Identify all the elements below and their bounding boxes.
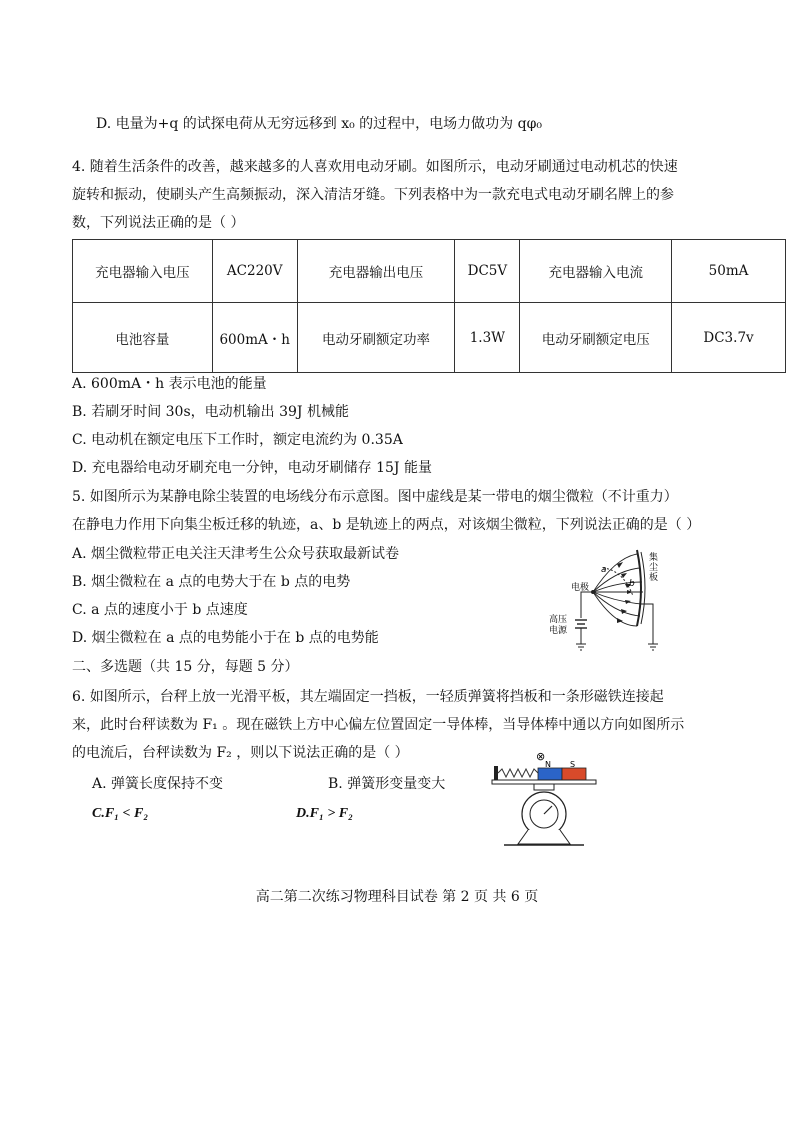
hv-label-2: 电源 xyxy=(549,626,568,636)
q5-option-a: A. 烟尘微粒带正电关注天津考生公众号获取最新试卷 xyxy=(72,546,400,562)
q4-option-c: C. 电动机在额定电压下工作时，额定电流约为 0.35A xyxy=(72,432,403,448)
q5-option-c: C. a 点的速度小于 b 点速度 xyxy=(72,602,248,618)
spring xyxy=(498,769,538,777)
prev-question-option-d: D. 电量为+q 的试探电荷从无穷远移到 x₀ 的过程中，电场力做功为 qφ₀ xyxy=(96,116,543,132)
q5-stem-line-2: 在静电力作用下向集尘板迁移的轨迹，a、b 是轨迹上的两点，对该烟尘微粒，下列说法正确的是（ ） xyxy=(72,517,701,533)
section-heading: 二、多选题（共 15 分，每题 5 分） xyxy=(72,659,299,675)
table-cell: 充电器输出电压 xyxy=(297,240,455,303)
magnet-s-pole xyxy=(562,768,586,780)
table-cell: 充电器输入电压 xyxy=(73,240,213,303)
q6-stem-line-1: 6. 如图所示，台秤上放一光滑平板，其左端固定一挡板，一轻质弹簧将挡板和一条形磁铁连接起 xyxy=(72,689,664,705)
hv-label-1: 高压 xyxy=(549,615,568,625)
point-a-label: a xyxy=(601,565,607,575)
stop-block xyxy=(494,766,498,780)
q6-option-d: D.F₁ > F₂ xyxy=(296,806,354,821)
q4-option-b: B. 若刷牙时间 30s，电动机输出 39J 机械能 xyxy=(72,404,349,420)
spec-table xyxy=(72,239,786,373)
q6-stem-line-3: 的电流后，台秤读数为 F₂ ，则以下说法正确的是（ ） xyxy=(72,745,409,761)
collector-label: 集尘板 xyxy=(649,553,659,583)
q6-option-b: B. 弹簧形变量变大 xyxy=(328,776,446,792)
q5-stem-line-1: 5. 如图所示为某静电除尘装置的电场线分布示意图。图中虚线是某一带电的烟尘微粒（不计重力） xyxy=(72,489,678,505)
scale-neck xyxy=(534,784,554,790)
page-footer: 高二第二次练习物理科目试卷 第 2 页 共 6 页 xyxy=(255,889,539,905)
hv-source-symbol xyxy=(575,620,587,628)
n-pole-label: N xyxy=(545,760,551,769)
ground-symbols xyxy=(576,644,658,650)
q6-option-c: C.F₁ < F₂ xyxy=(92,806,149,821)
table-cell: 充电器输入电流 xyxy=(520,240,672,303)
table-cell: 600mA・h xyxy=(212,303,297,373)
q5-option-b: B. 烟尘微粒在 a 点的电势大于在 b 点的电势 xyxy=(72,574,351,590)
electrode-label: 电极 xyxy=(571,583,590,593)
table-cell: 电动牙刷额定电压 xyxy=(520,303,672,373)
magnet-n-pole xyxy=(538,768,562,780)
table-cell: 1.3W xyxy=(455,303,520,373)
q4-stem-line-3: 数，下列说法正确的是（ ） xyxy=(72,215,245,231)
smooth-plate xyxy=(492,780,596,784)
table-cell: AC220V xyxy=(212,240,297,303)
table-cell: 电动牙刷额定功率 xyxy=(297,303,455,373)
collector-plate xyxy=(637,550,641,626)
table-cell: 50mA xyxy=(672,240,786,303)
precipitator-diagram xyxy=(545,548,665,652)
point-b-label: b xyxy=(629,579,635,589)
q4-stem-line-2: 旋转和振动，使刷头产生高频振动，深入清洁牙缝。下列表格中为一款充电式电动牙刷名牌上的参 xyxy=(72,187,674,203)
table-cell: DC3.7v xyxy=(672,303,786,373)
q6-stem-line-2: 来，此时台秤读数为 F₁ 。现在磁铁上方中心偏左位置固定一导体棒，当导体棒中通以方向如图所示 xyxy=(72,717,685,733)
q5-option-d: D. 烟尘微粒在 a 点的电势能小于在 b 点的电势能 xyxy=(72,630,379,646)
q4-option-d: D. 充电器给电动牙刷充电一分钟，电动牙刷储存 15J 能量 xyxy=(72,460,432,476)
table-row xyxy=(73,303,786,373)
scale-base xyxy=(518,830,570,844)
q4-stem-line-1: 4. 随着生活条件的改善，越来越多的人喜欢用电动牙刷。如图所示，电动牙刷通过电动机芯的快速 xyxy=(72,159,678,175)
s-pole-label: S xyxy=(570,760,576,769)
table-cell: 电池容量 xyxy=(73,303,213,373)
scale-magnet-diagram xyxy=(484,748,604,850)
q4-option-a: A. 600mA・h 表示电池的能量 xyxy=(72,376,267,392)
q6-option-a: A. 弹簧长度保持不变 xyxy=(92,776,224,792)
table-row xyxy=(73,240,786,303)
table-cell: DC5V xyxy=(455,240,520,303)
current-into-page-icon: ⊗ xyxy=(536,750,546,763)
